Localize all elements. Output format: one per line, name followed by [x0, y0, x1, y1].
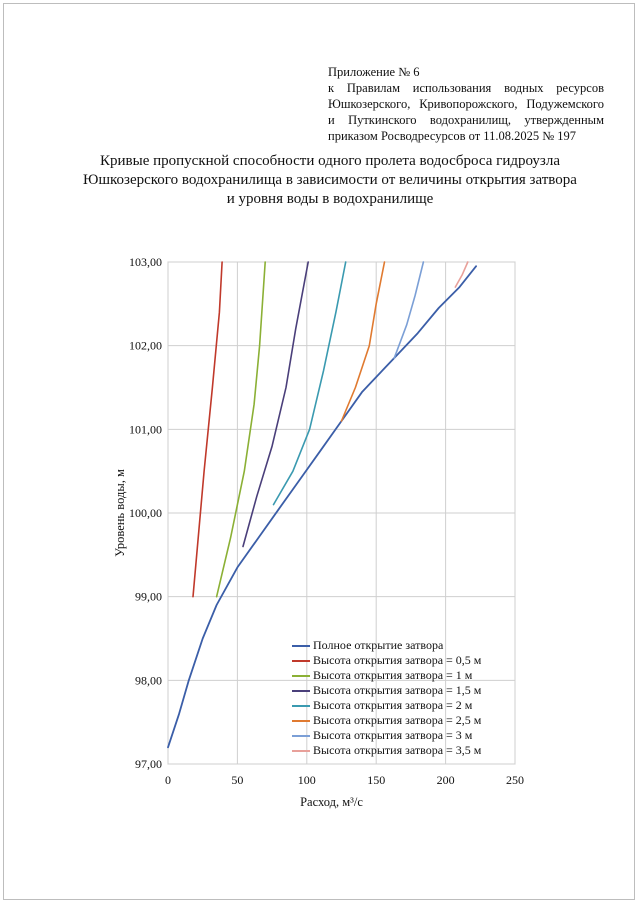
appendix-line-1: Приложение № 6 [328, 65, 420, 79]
appendix-line-4: и Путкинского водохранилищ, утвержденным [328, 113, 604, 127]
legend-label: Высота открытия затвора = 2,5 м [313, 713, 482, 727]
x-tick-label: 150 [367, 773, 386, 787]
y-tick-label: 98,00 [135, 673, 162, 688]
legend-label: Высота открытия затвора = 1 м [313, 668, 473, 682]
legend-swatch [292, 660, 310, 662]
x-axis-label: Расход, м³/с [300, 795, 363, 809]
title-line-2: Юшкозерского водохранилища в зависимости от величины открытия затвора [83, 172, 577, 188]
legend-label: Высота открытия затвора = 2 м [313, 698, 473, 712]
y-tick-label: 97,00 [135, 757, 162, 771]
legend-swatch [292, 735, 310, 737]
appendix-line-5: приказом Росводресурсов от 11.08.2025 № 197 [328, 129, 576, 143]
title-line-3: и уровня воды в водохранилище [226, 191, 434, 207]
appendix-line-3: Юшкозерского, Кривопорожского, Подужемского [328, 97, 604, 111]
y-tick-label: 103,00 [129, 255, 162, 269]
x-tick-label: 50 [231, 773, 244, 787]
legend-swatch [292, 720, 310, 722]
y-tick-label: 99,00 [135, 589, 162, 604]
legend-label: Высота открытия затвора = 3 м [313, 728, 473, 742]
legend-swatch [292, 645, 310, 647]
legend-item-2 [292, 653, 481, 668]
legend-item-3 [292, 668, 481, 683]
legend-label: Полное открытие затвора [313, 638, 444, 652]
legend-item-4 [292, 683, 481, 698]
chart-legend [292, 638, 481, 758]
legend-swatch [292, 750, 310, 752]
x-tick-label: 0 [165, 773, 171, 787]
y-axis-label: Уровень воды, м [113, 469, 127, 557]
legend-item-6 [292, 713, 481, 728]
legend-label: Высота открытия затвора = 3,5 м [313, 743, 482, 757]
x-tick-label: 100 [297, 773, 316, 787]
legend-item-7 [292, 728, 481, 743]
legend-item-5 [292, 698, 481, 713]
title-line-1: Кривые пропускной способности одного пролета водосброса гидроузла [100, 153, 560, 169]
legend-swatch [292, 705, 310, 707]
legend-item-1 [292, 638, 481, 653]
appendix-line-2: к Правилам использования водных ресурсов [328, 81, 604, 95]
x-tick-label: 200 [436, 773, 455, 787]
legend-label: Высота открытия затвора = 1,5 м [313, 683, 482, 697]
legend-swatch [292, 675, 310, 677]
y-tick-label: 101,00 [129, 422, 162, 437]
legend-label: Высота открытия затвора = 0,5 м [313, 653, 482, 667]
legend-swatch [292, 690, 310, 692]
y-tick-label: 102,00 [129, 338, 162, 353]
y-tick-label: 100,00 [129, 506, 162, 520]
x-tick-label: 250 [506, 773, 524, 787]
legend-item-8 [292, 743, 481, 758]
